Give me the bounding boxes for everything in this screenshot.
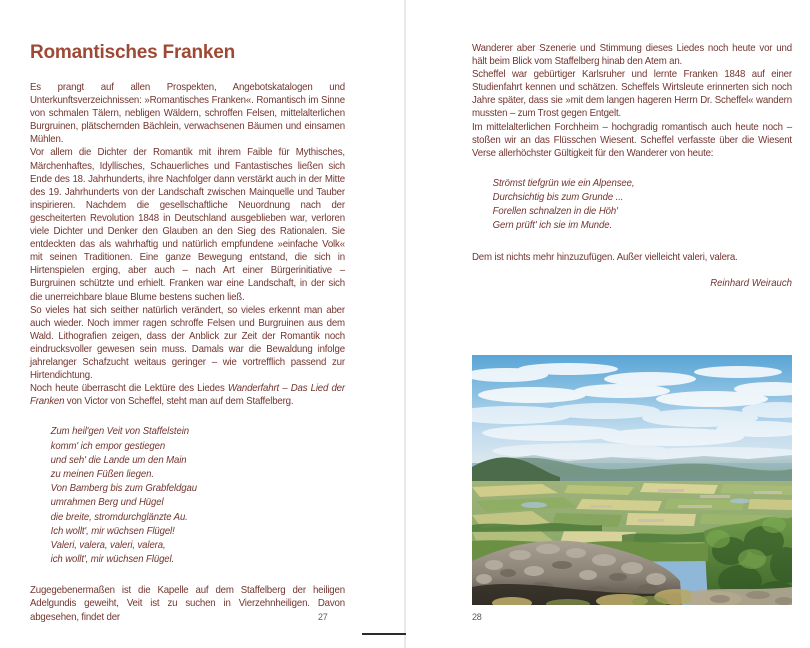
poem-wanderfahrt xyxy=(30,425,326,567)
poem-line: und seh' die Lande um den Main xyxy=(50,454,187,466)
paragraph-wanderfahrt xyxy=(30,382,345,408)
wanderfahrt-title-italic: Wanderfahrt – Das Lied der Franken xyxy=(30,383,345,408)
poem-line: Forellen schnalzen in die Höh' xyxy=(492,206,618,218)
poem-line: umrahmen Berg und Hügel xyxy=(50,497,164,509)
paragraph-veraenderung: So vieles hat sich seither natürlich verändert, so vieles erkennt man aber auch wieder. Noch immer ragen schroffe Felsen und Burgruinen aus dem Wald. Lithografien zeigen, dass der Anblick zur Zeit der Romantik noch eindrucksvoller gewesen sein muss. Damals war die Bewaldung infolge jahrelanger Schafzucht weitaus geringer – wie vortrefflich passend zur Hirtendichtung. xyxy=(30,304,345,382)
poem-wiesent xyxy=(472,177,773,234)
poem-line: komm' ich empor gestiegen xyxy=(50,440,166,452)
paragraph-wanderer: Wanderer aber Szenerie und Stimmung dieses Liedes noch heute vor und hält beim Blick vom Staffelberg hinab den Atem an. xyxy=(472,43,792,68)
paragraph-kapelle: Zugegebenermaßen ist die Kapelle auf dem Staffelberg der heiligen Adelgundis geweiht, Veit ist zu suchen in Vierzehnheiligen. Davon abgesehen, findet der xyxy=(30,585,345,623)
paragraph-scheffel-biografie: Scheffel war gebürtiger Karlsruher und lernte Franken 1848 auf einer Studienfahrt kennen und schätzen. Scheffels Wirtsleute erinnerten sich noch Jahre später, dass sie »mit dem langen hageren Herrn Dr. Scheffel« wandern mussten – zum Trost gegen Entgelt. xyxy=(472,69,792,120)
page-number-right: 28 xyxy=(472,612,482,622)
poem-line: Durchsichtig bis zum Grunde ... xyxy=(492,192,624,204)
left-page xyxy=(0,0,404,648)
poem-line: Ich wollt', mir wüchsen Flügel! xyxy=(50,525,175,537)
poem-line: Zum heil'gen Veit von Staffelstein xyxy=(50,426,189,438)
right-page-content xyxy=(472,42,792,290)
paragraph-forchheim-wiesent: Im mittelalterlichen Forchheim – hochgradig romantisch auch heute noch – stoßen wir an das Flüsschen Wiesent. Scheffel verfasste über die Wiesent Verse allerhöchster Gültigkeit für den Wanderer von heute: xyxy=(472,121,792,159)
page-title: Romantisches Franken xyxy=(30,42,236,63)
poem-line: Valeri, valera, valeri, valera, xyxy=(50,539,166,551)
paragraph-schluss: Dem ist nichts mehr hinzuzufügen. Außer vielleicht valeri, valera. xyxy=(472,251,738,263)
page-number-left: 27 xyxy=(318,612,328,622)
poem-line: zu meinen Füßen liegen. xyxy=(50,468,154,480)
paragraph-romantik-dichter: Vor allem die Dichter der Romantik mit ihrem Faible für Mythisches, Märchenhaftes, Idyllisches, Schauerliches und Fantastisches ließen sich Ende des 18. Jahrhunderts, ihre Nachfolger dann verstärkt auch in der Mitte des 19. Jahrhunderts von der Landschaft zwischen Mainquelle und Tauber inspirieren. Nachdem die gesellschaftliche Neuordnung nach der gescheiterten Revolution 1848 in Deutschland ausgeblieben war, verloren viele Dichter und Denker den Glauben an den Sieg des Rationalen. Sie entdeckten das als wahrhaftig und natürlich empfundene »einfache Volk« mit seinen Traditionen. Eine ganze Bewegung entstand, die sich in Hirtenspielen erging, aber auch – nach Art einer Bürgerinitiative – Burgruinen schützte und erhielt. Franken war eine Landschaft, in der sich die unerreichbare blaue Blume bestens suchen ließ. xyxy=(30,147,345,303)
paragraph-intro: Es prangt auf allen Prospekten, Angebotskatalogen und Unterkunftsverzeichnissen: »Romantisches Franken«. Romantisch im Sinne von schmalen Tälern, nebligen Wäldern, schroffen Felsen, mittelalterlichen Burgruinen, plätschernden Bächlein, verwachsenen Bäumen und einsamen Mühlen. xyxy=(30,82,345,146)
right-page xyxy=(406,0,810,648)
poem-line: Strömst tiefgrün wie ein Alpensee, xyxy=(492,177,635,189)
poem-line: ich wollt', mir wüchsen Flügel. xyxy=(50,554,175,566)
poem-line: Gern prüft' ich sie im Munde. xyxy=(492,220,613,232)
poem-line: Von Bamberg bis zum Grabfeldgau xyxy=(50,483,197,495)
author-attribution: Reinhard Weirauch xyxy=(710,277,792,289)
left-page-content xyxy=(30,42,345,624)
wanderfahrt-text-before: Noch heute überrascht die Lektüre des Liedes xyxy=(30,383,228,395)
poem-line: die breite, stromdurchglänzte Au. xyxy=(50,511,188,523)
landscape-photo xyxy=(472,355,792,605)
wanderfahrt-text-after: von Victor von Scheffel, steht man auf dem Staffelberg. xyxy=(64,396,294,408)
landscape-photo-graphic xyxy=(472,355,792,605)
